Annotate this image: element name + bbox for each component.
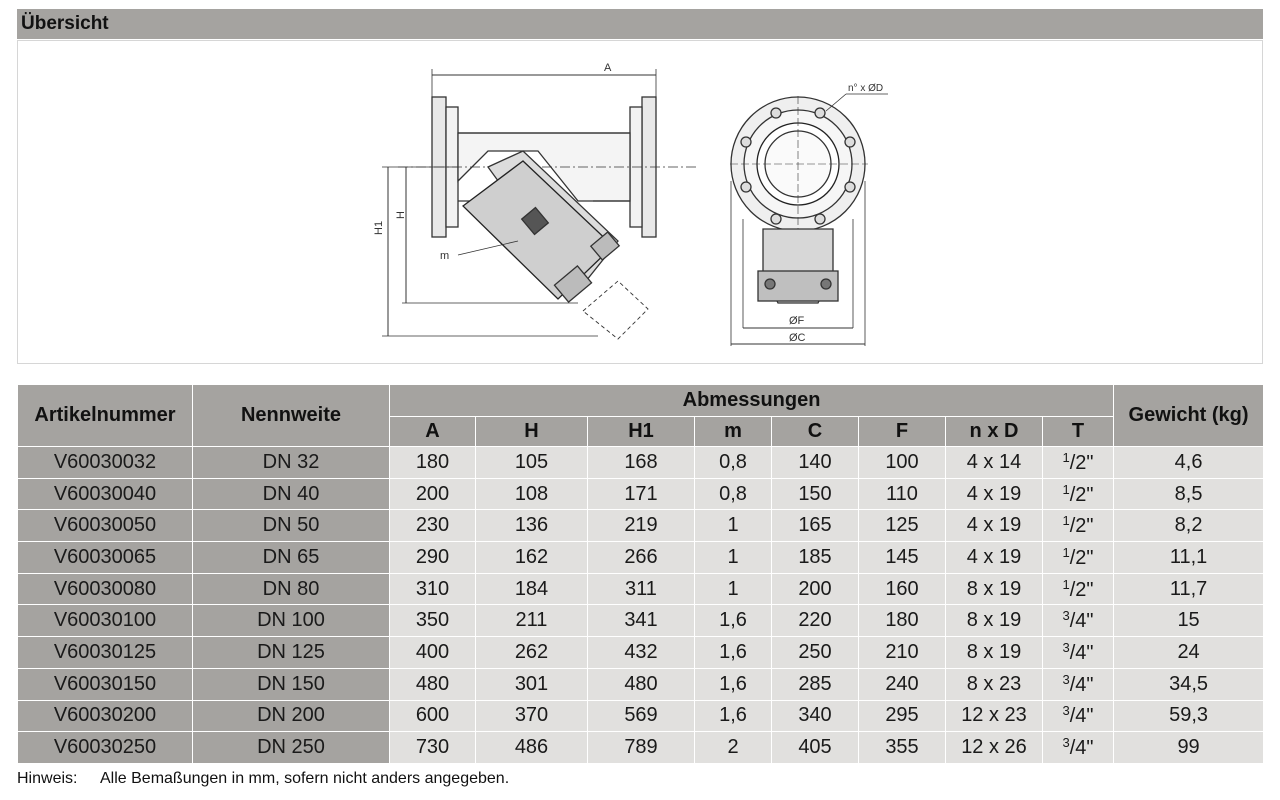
cell-nennweite: DN 100 [193,605,390,637]
cell-H: 108 [476,478,588,510]
cell-A: 730 [390,732,476,764]
thread-numerator: 1 [1062,576,1070,592]
cell-artikelnummer: V60030040 [18,478,193,510]
dim-label-nxD: n° x ØD [848,83,884,94]
cell-C: 140 [772,447,859,479]
cell-gewicht: 11,7 [1114,573,1264,605]
cell-C: 250 [772,637,859,669]
cell-artikelnummer: V60030100 [18,605,193,637]
cell-A: 600 [390,700,476,732]
thread-denominator: /4" [1069,673,1094,696]
cell-gewicht: 59,3 [1114,700,1264,732]
cell-m: 1,6 [695,668,772,700]
thread-numerator: 1 [1062,481,1070,497]
table-row [18,510,1264,542]
cell-C: 285 [772,668,859,700]
col-header-nxD: n x D [946,417,1043,447]
cell-F: 240 [859,668,946,700]
cell-nennweite: DN 32 [193,447,390,479]
cell-m: 0,8 [695,478,772,510]
cell-nxD: 4 x 19 [946,478,1043,510]
cell-A: 290 [390,542,476,574]
table-row [18,605,1264,637]
cell-gewicht: 11,1 [1114,542,1264,574]
cell-m: 1,6 [695,637,772,669]
section-title: Übersicht [17,9,1263,39]
cell-A: 310 [390,573,476,605]
cell-C: 200 [772,573,859,605]
cell-gewicht: 8,5 [1114,478,1264,510]
cell-F: 100 [859,447,946,479]
cell-gewicht: 4,6 [1114,447,1264,479]
thread-denominator: /4" [1069,641,1094,664]
cell-nennweite: DN 150 [193,668,390,700]
cell-T [1043,732,1114,764]
cell-nennweite: DN 40 [193,478,390,510]
cell-artikelnummer: V60030200 [18,700,193,732]
cell-A: 230 [390,510,476,542]
footnote-text: Alle Bemaßungen in mm, sofern nicht anders angegeben. [100,770,510,787]
table-row [18,637,1264,669]
thread-denominator: /2" [1069,483,1094,506]
cell-artikelnummer: V60030250 [18,732,193,764]
cell-H1: 432 [588,637,695,669]
cell-nennweite: DN 250 [193,732,390,764]
dim-label-H1: H1 [373,220,385,235]
cell-H: 184 [476,573,588,605]
cell-A: 480 [390,668,476,700]
cell-F: 145 [859,542,946,574]
col-header-A: A [390,417,476,447]
cell-A: 350 [390,605,476,637]
cell-T [1043,668,1114,700]
thread-denominator: /2" [1069,546,1094,569]
col-header-abmessungen: Abmessungen [390,385,1114,417]
cell-nennweite: DN 200 [193,700,390,732]
thread-numerator: 3 [1062,639,1070,655]
col-header-H1: H1 [588,417,695,447]
cell-F: 110 [859,478,946,510]
col-header-m: m [695,417,772,447]
cell-H1: 480 [588,668,695,700]
thread-denominator: /4" [1069,705,1094,728]
table-row [18,668,1264,700]
col-header-gewicht: Gewicht (kg) [1114,385,1264,447]
thread-denominator: /4" [1069,737,1094,760]
cell-H1: 266 [588,542,695,574]
cell-F: 180 [859,605,946,637]
cell-T [1043,700,1114,732]
cell-nxD: 8 x 19 [946,605,1043,637]
cell-F: 355 [859,732,946,764]
thread-denominator: /2" [1069,578,1094,601]
cell-T [1043,510,1114,542]
cell-H: 262 [476,637,588,669]
table-row [18,542,1264,574]
footnote [17,770,509,788]
technical-drawing-panel [17,40,1263,364]
cell-A: 180 [390,447,476,479]
cell-H: 162 [476,542,588,574]
cell-H: 301 [476,668,588,700]
cell-H1: 569 [588,700,695,732]
footnote-label: Hinweis: [17,770,78,787]
cell-C: 405 [772,732,859,764]
dim-label-m: m [440,250,450,262]
cell-H: 105 [476,447,588,479]
cell-T [1043,637,1114,669]
cell-m: 1,6 [695,700,772,732]
col-header-H: H [476,417,588,447]
thread-denominator: /2" [1069,451,1094,474]
cell-H1: 341 [588,605,695,637]
cell-C: 150 [772,478,859,510]
cell-H: 136 [476,510,588,542]
table-row [18,700,1264,732]
cell-nennweite: DN 80 [193,573,390,605]
cell-gewicht: 15 [1114,605,1264,637]
cell-gewicht: 24 [1114,637,1264,669]
cell-A: 200 [390,478,476,510]
thread-numerator: 3 [1062,703,1070,719]
cell-nxD: 8 x 23 [946,668,1043,700]
cell-F: 125 [859,510,946,542]
cell-T [1043,605,1114,637]
table-row [18,447,1264,479]
cell-H1: 171 [588,478,695,510]
cell-gewicht: 99 [1114,732,1264,764]
cell-T [1043,478,1114,510]
cell-gewicht: 34,5 [1114,668,1264,700]
thread-numerator: 3 [1062,608,1070,624]
table-row [18,732,1264,764]
col-header-F: F [859,417,946,447]
cell-H: 486 [476,732,588,764]
y-strainer-drawing [18,41,1264,365]
cell-nxD: 4 x 19 [946,510,1043,542]
cell-nxD: 8 x 19 [946,637,1043,669]
thread-numerator: 1 [1062,544,1070,560]
cell-T [1043,542,1114,574]
cell-F: 160 [859,573,946,605]
dim-label-A: A [604,62,612,74]
col-header-T: T [1043,417,1114,447]
cell-F: 210 [859,637,946,669]
cell-artikelnummer: V60030080 [18,573,193,605]
cell-artikelnummer: V60030050 [18,510,193,542]
cell-m: 1 [695,510,772,542]
cell-nxD: 4 x 14 [946,447,1043,479]
cell-nxD: 12 x 26 [946,732,1043,764]
table-row [18,478,1264,510]
thread-numerator: 3 [1062,671,1070,687]
cell-m: 1,6 [695,605,772,637]
cell-nxD: 12 x 23 [946,700,1043,732]
cell-artikelnummer: V60030065 [18,542,193,574]
cell-m: 1 [695,542,772,574]
cell-m: 0,8 [695,447,772,479]
cell-nennweite: DN 65 [193,542,390,574]
dim-label-C: ØC [789,332,806,344]
cell-T [1043,573,1114,605]
cell-nennweite: DN 50 [193,510,390,542]
cell-nxD: 8 x 19 [946,573,1043,605]
cell-gewicht: 8,2 [1114,510,1264,542]
cell-H1: 311 [588,573,695,605]
cell-A: 400 [390,637,476,669]
col-header-C: C [772,417,859,447]
dimensions-table [17,384,1264,764]
dim-label-F: ØF [789,315,805,327]
dim-label-H: H [395,211,407,219]
col-header-artikelnummer: Artikelnummer [18,385,193,447]
table-row [18,573,1264,605]
thread-denominator: /4" [1069,610,1094,633]
cell-m: 2 [695,732,772,764]
cell-H: 211 [476,605,588,637]
cell-H1: 168 [588,447,695,479]
thread-numerator: 1 [1062,449,1070,465]
col-header-nennweite: Nennweite [193,385,390,447]
cell-nxD: 4 x 19 [946,542,1043,574]
cell-C: 185 [772,542,859,574]
cell-artikelnummer: V60030125 [18,637,193,669]
thread-numerator: 1 [1062,513,1070,529]
thread-numerator: 3 [1062,735,1070,751]
cell-T [1043,447,1114,479]
cell-C: 220 [772,605,859,637]
cell-F: 295 [859,700,946,732]
cell-m: 1 [695,573,772,605]
cell-C: 340 [772,700,859,732]
cell-H: 370 [476,700,588,732]
thread-denominator: /2" [1069,515,1094,538]
cell-nennweite: DN 125 [193,637,390,669]
cell-C: 165 [772,510,859,542]
cell-H1: 219 [588,510,695,542]
cell-artikelnummer: V60030032 [18,447,193,479]
cell-artikelnummer: V60030150 [18,668,193,700]
cell-H1: 789 [588,732,695,764]
